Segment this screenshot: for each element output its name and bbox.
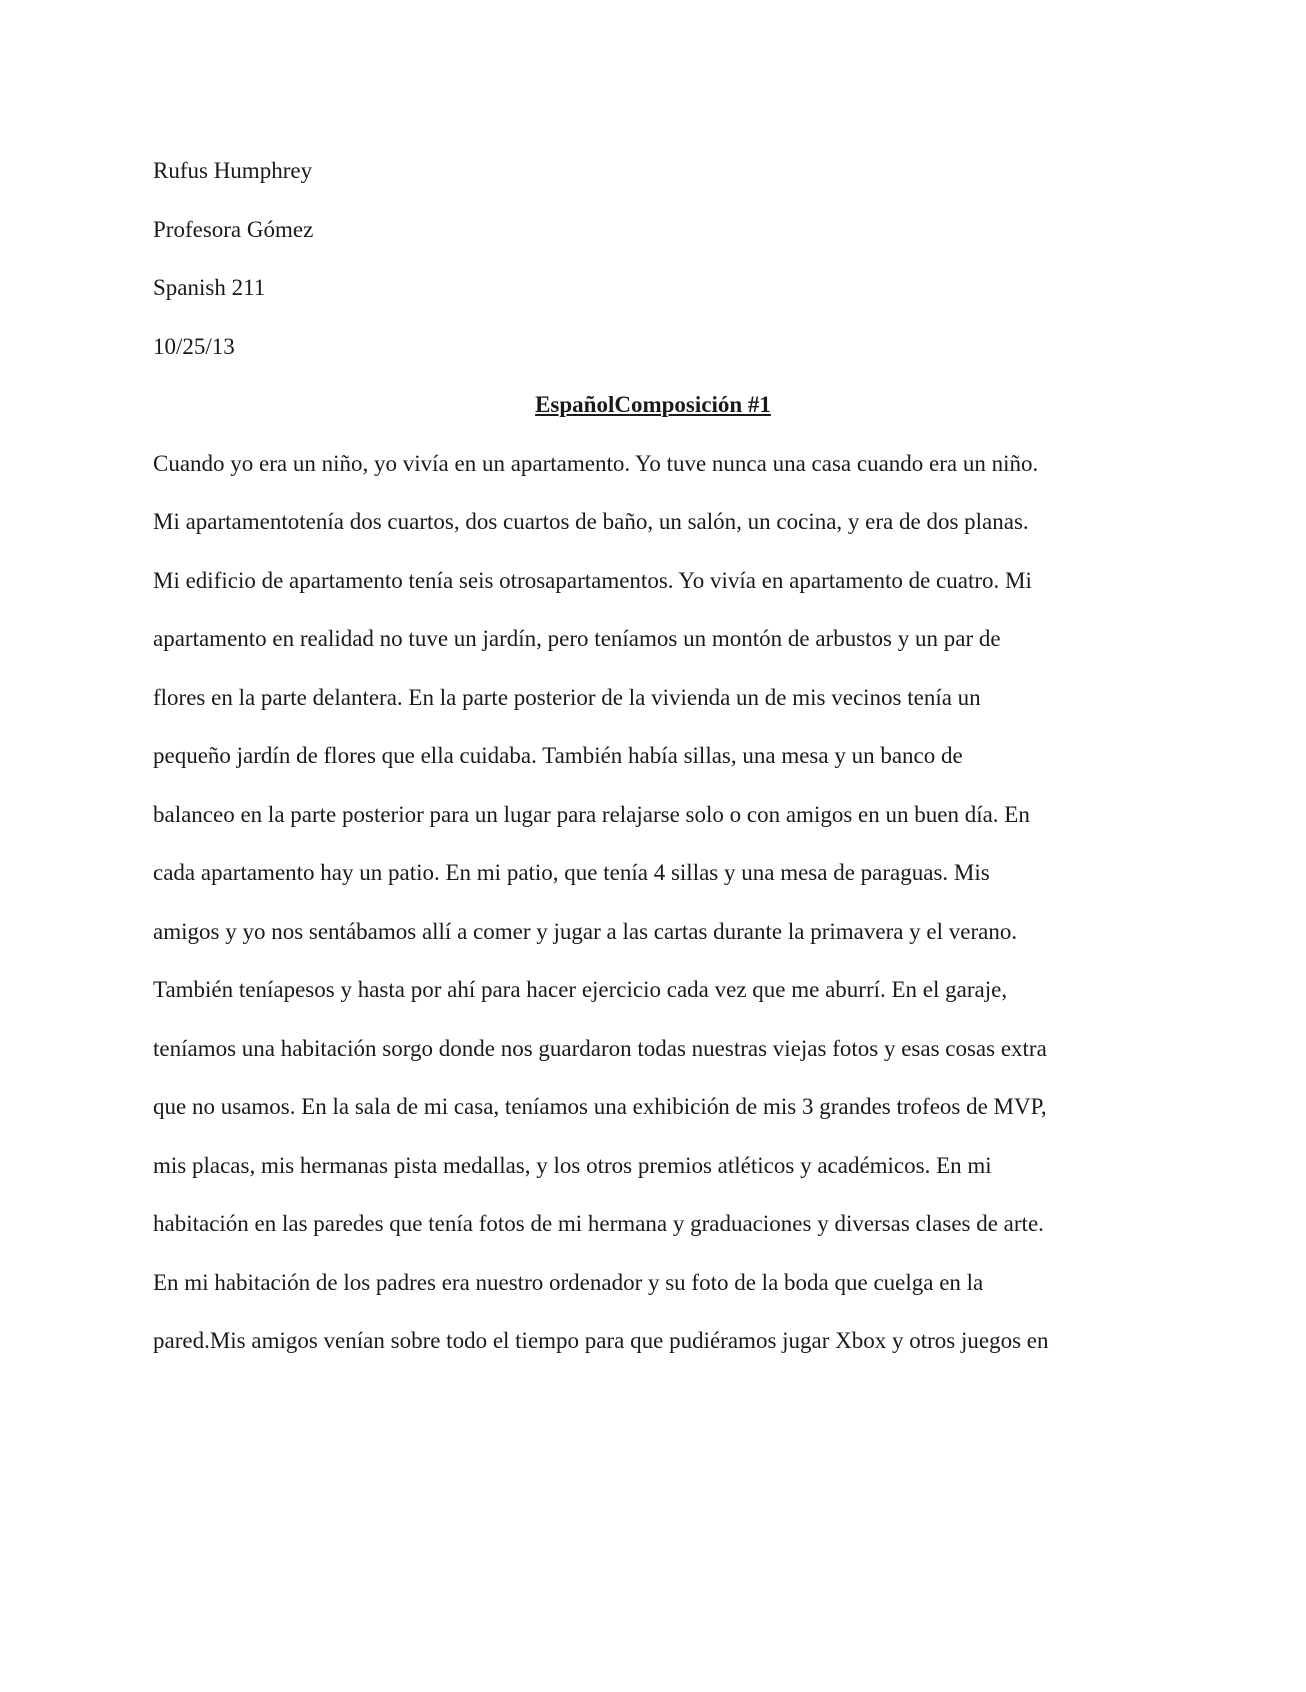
document-text xyxy=(153,142,1153,1371)
essay-line: En mi habitación de los padres era nuestro ordenador y su foto de la boda que cuelga en la xyxy=(153,1269,984,1295)
essay-line: Cuando yo era un niño, yo vivía en un apartamento. Yo tuve nunca una casa cuando era un niño. xyxy=(153,450,1039,476)
essay-line: teníamos una habitación sorgo donde nos guardaron todas nuestras viejas fotos y esas cosas extra xyxy=(153,1035,1047,1061)
essay-line: que no usamos. En la sala de mi casa, teníamos una exhibición de mis 3 grandes trofeos de MVP, xyxy=(153,1094,1047,1119)
essay-line: pared.Mis amigos venían sobre todo el tiempo para que pudiéramos jugar Xbox y otros juegos en xyxy=(153,1328,1049,1353)
essay-line: También teníapesos y hasta por ahí para hacer ejercicio cada vez que me aburrí. En el garaje, xyxy=(153,977,1008,1002)
essay-line: Mi apartamentotenía dos cuartos, dos cuartos de baño, un salón, un cocina, y era de dos planas. xyxy=(153,509,1029,534)
essay-body xyxy=(153,435,1153,1371)
essay-line: balanceo en la parte posterior para un lugar para relajarse solo o con amigos en un buen día. En xyxy=(153,801,1030,827)
student-name: Rufus Humphrey xyxy=(153,158,313,183)
essay-line: flores en la parte delantera. En la parte posterior de la vivienda un de mis vecinos tenía un xyxy=(153,684,981,710)
teacher-name: Profesora Gómez xyxy=(153,216,314,242)
document-date: 10/25/13 xyxy=(153,333,235,359)
essay-line: cada apartamento hay un patio. En mi patio, que tenía 4 sillas y una mesa de paraguas. Mis xyxy=(153,860,990,885)
essay-line: habitación en las paredes que tenía fotos de mi hermana y graduaciones y diversas clases de arte. xyxy=(153,1211,1044,1236)
essay-line: Mi edificio de apartamento tenía seis otrosapartamentos. Yo vivía en apartamento de cuatro. Mi xyxy=(153,567,1032,593)
document-title: EspañolComposición #1 xyxy=(535,392,771,417)
essay-line: apartamento en realidad no tuve un jardín, pero teníamos un montón de arbustos y un par de xyxy=(153,626,1001,651)
essay-line: mis placas, mis hermanas pista medallas, y los otros premios atléticos y académicos. En mi xyxy=(153,1152,992,1178)
essay-line: pequeño jardín de flores que ella cuidaba. También había sillas, una mesa y un banco de xyxy=(153,743,963,768)
essay-line: amigos y yo nos sentábamos allí a comer y jugar a las cartas durante la primavera y el verano. xyxy=(153,918,1018,944)
course-name: Spanish 211 xyxy=(153,275,266,300)
